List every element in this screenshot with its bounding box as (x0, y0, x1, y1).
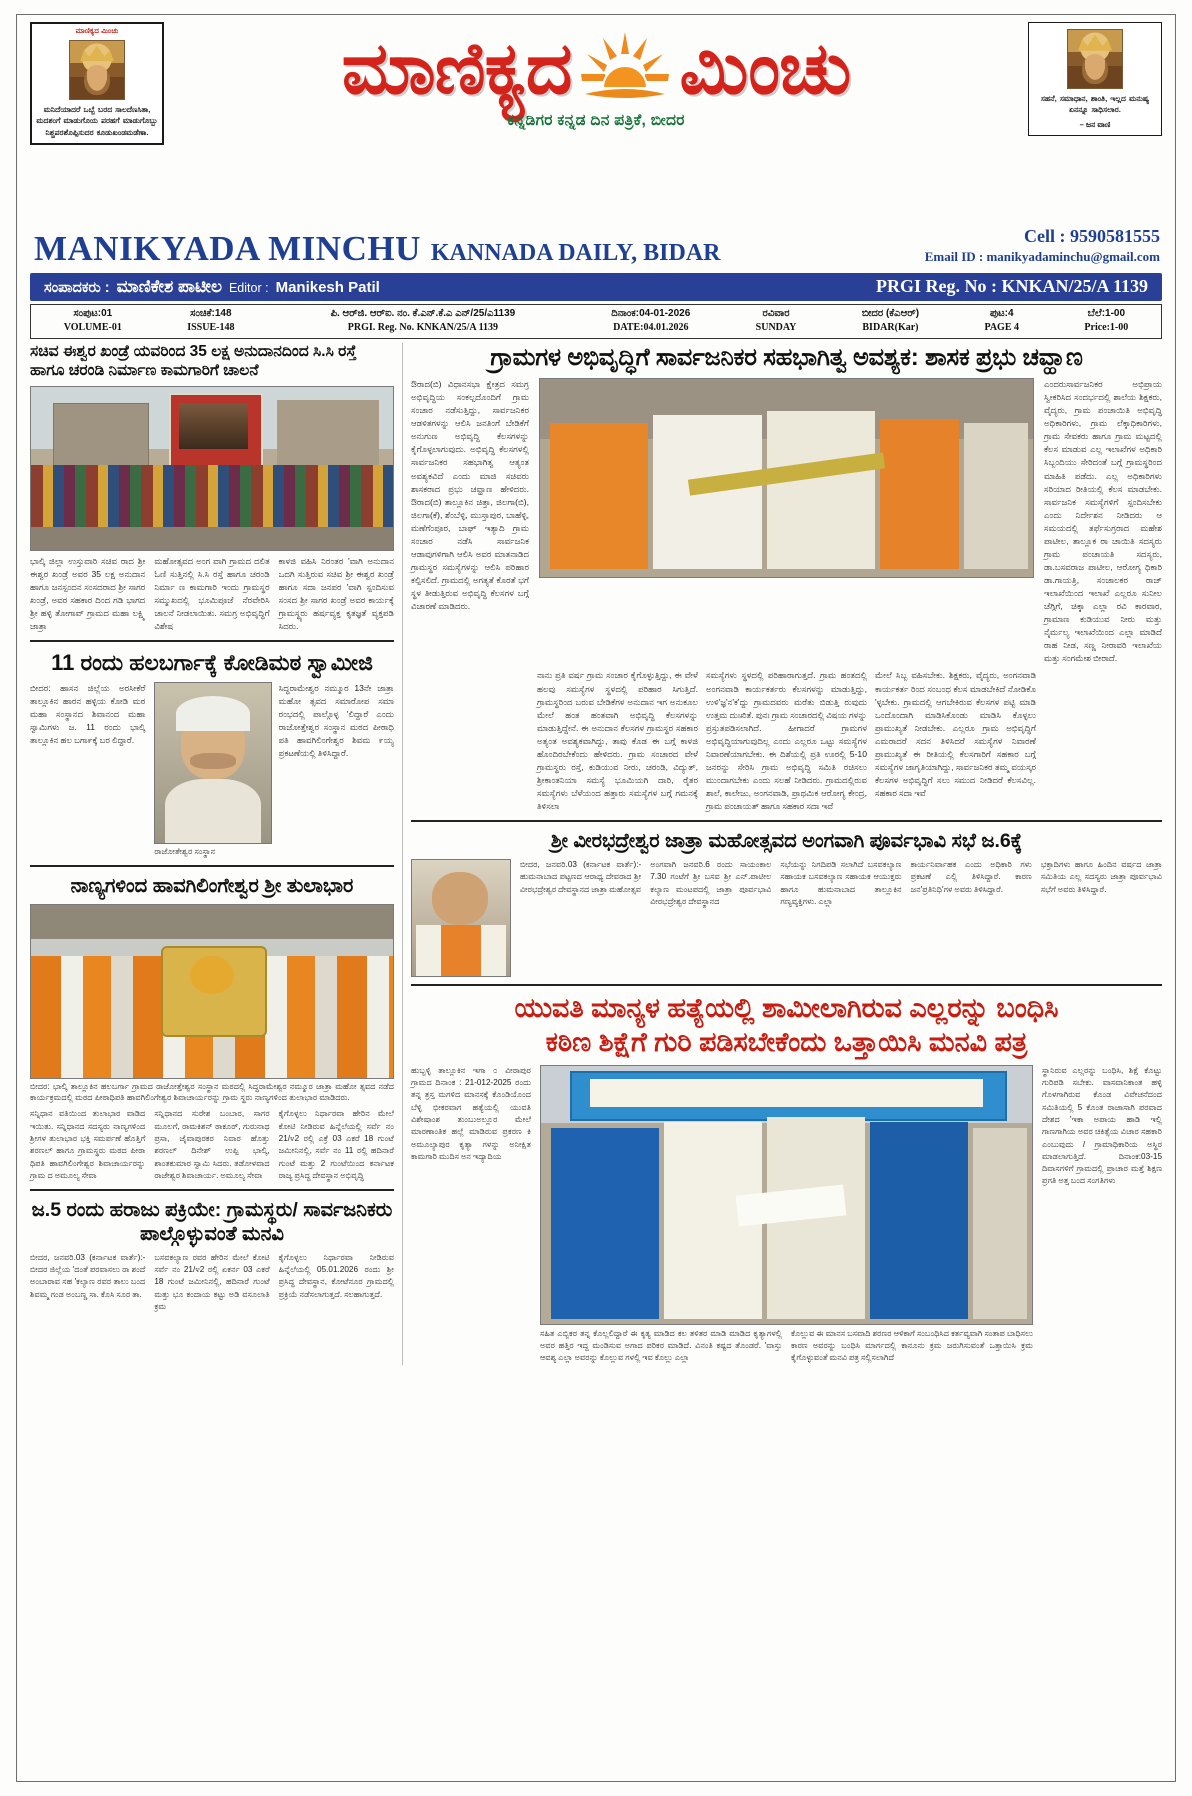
sun-rising-icon (579, 32, 671, 106)
divider-4 (411, 820, 1162, 822)
info-page-en: PAGE 4 (984, 321, 1019, 333)
article-b-col1: ಬೀದರ, ಜನವರಿ.03 (ಕರ್ನಾಟಕ ವಾರ್ತೆ):- ಹುಮನಾಬಾದ ಪಟ್ಟಣದ ಆರಾಧ್ಯ ದೇವರಾದ ಶ್ರೀ ವೀರಭದ್ರೇಶ್ವರ ದೇವಸ್ಥಾನದ ಜಾತ್ರಾ ಮಹೋತ್ಸವ (520, 859, 642, 894)
article-1-photo (30, 386, 394, 551)
lead-article-col4: ಮೇಲೆ ಸಿಬ್ಬ ವಹಿಸಬೇಕು. ಶಿಕ್ಷಕರು, ವೈದ್ಯರು, ಅಂಗನವಾಡಿ ಕಾರ್ಯಕರ್ತ ರಿಂದ ಸಂಬಂಧ ಕೆಲಸ ಮಾಡಬೇಕಿದೆ ನೋಡಿಕೊ 'ಳ್ಳಬೇಕು. ಗ್ರಾಮದಲ್ಲಿ ಆಗಬೇಕಿರುವ ಕೆಲಸಗಳ ಪಟ್ಟಿ ಮಾಡಿ ಒಂದೊಂದಾಗಿ ಮಾಡಿಸಿಕೊಂಡು ಮಾಡಿಸಿ ಕೊಳ್ಳಲು ಪ್ರಾಮುಖ್ಯತೆ ನೀಡಬೇಕು. ಎಲ್ಲರೂ ಗ್ರಾಮ ಅಭಿವೃದ್ಧಿಗೆ ಎಮರಾದರೆ ಸದನ ತಿಳಿಸಿದರೆ ಸಮಸ್ಯೆಗಳ ನಿವಾರಣೆ ಪ್ರಾಮುಖ್ಯತೆ ಈ ರೀತಿಯಲ್ಲಿ ಕೆಲಸಗಾರಿಗೆ ಸಹಕಾರ ಬಗ್ಗೆ ಸಮಸ್ಯೆಗಳ ಜಾಗೃತಿಯಾಗಿದ್ದು, ಸಾರ್ವಜನಿಕರ ತಮ್ಮ ವಯಸ್ಕರ ಕೆಲಸಗಳ ಅಭಿವೃದ್ಧಿಗೆ ಸಲು ಸಮುದ ನೀಡಿದರೆ ಕೆಲಸವಿಲ್ಲ. ಸಹಕಾರ ಸದಾ ಇವೆ (875, 670, 1036, 799)
info-volume-en: VOLUME-01 (63, 321, 122, 333)
info-prgi-en: PRGI. Reg. No. KNKAN/25/A 1139 (347, 321, 499, 333)
info-place-kn: ಬೀದರ (ಕೆಎಆರ್) (861, 307, 920, 319)
info-place-en: BIDAR(Kar) (862, 321, 919, 333)
cell-number[interactable]: Cell : 9590581555 (1024, 226, 1160, 246)
article-c-col3: ಕೊಲ್ಲುವ ಈ ಮಾನಸ ಬಸವಾದಿ ಶರಣರ ಆಳಿಕಾಗೆ ಸಂಬಂಧಿಸಿದ ಕರ್ತವ್ಯವಾಗಿ ಸಂತಾಪ ಬಾಧಿಸಲು ಕಾರಣ ಅವರನ್ನು ಬಂಧಿಸಿ ಮಾರ್ಗದಲ್ಲಿ ಕಾನೂನು ಕ್ರಮ ಜರುಗಿಸುವಂತೆ ಒತ್ತಾಯಿಸಿ ಕ್ರಮ ಕೈಗೊಳ್ಳುವಂತೆ ಮನವಿ ಪತ್ರ ಸಲ್ಲಿಸಲಾಗಿದೆ (791, 1328, 1033, 1363)
left-box-text: ಮನಿದೆಯಾದರೆ ಒಬ್ಬೆ ಬರದ ಸಾಲದೆಣಸಿತಾ, ಮದಶಂಗೆ ಮಾಡುಗೊಯ ಪರಹಗೆ ಮಾಡುಗೊಬ್ಬು ನಿಶ್ಚಪರಶೊಪ್ಪಿಸುದರ ಕೂಡುಖಂಡಮಡೆಣಾ. (36, 104, 158, 137)
article-4-headline: ಜ.5 ರಂದು ಹರಾಜು ಪಕ್ರಿಯೇ: ಗ್ರಾಮಸ್ಥರು/ ಸಾರ್ವಜನಿಕರು ಪಾಲ್ಗೊಳ್ಳುವಂತೆ ಮನವಿ (31, 1199, 393, 1245)
article-1-caption-col3: ಕಾಳಜಿ ವಹಿಸಿ ನಿರಂತರ 'ವಾಗಿ ಅನುದಾನ ಒದಗಿ ಸುತ್ತಿರುವ ಸಚಿವ ಶ್ರೀ ಈಶ್ವರ ಖಂಡ್ರೆ ಹಾಗೂ ಸದಾ ಜನಪರ 'ವಾಗಿ ಸ್ಪಂದಿಸುವ ಸಂಸದ ಶ್ರೀ ಸಾಗರ ಖಂಡ್ರೆ ಅವರ ಕಾರ್ಯಕ್ಕೆ ಗ್ರಾಮಸ್ಥ್ಯರು ಹರ್ಷವ್ಯಕ್ತ ಕೃತಜ್ಞತೆ ವ್ಯಕ್ತಪಡಿ ಸಿದರು. (278, 555, 394, 631)
english-name-bar (16, 222, 1176, 270)
divider-2 (30, 865, 394, 867)
veerabhadreshwara-meeting-photo (411, 859, 511, 977)
article-4-col3: ಕೈಗೊಳ್ಳಲು ನಿರ್ಧಾರವಾ ನೀಡಿರುವ ಹಿನ್ನೆಲೆಯಲ್ಲಿ 05.01.2026 ರಂದು ಶ್ರೀ ಪ್ರಸಿದ್ಧ ದೇವಸ್ಥಾನ, ಕೋಟೆನೂರ ಗ್ರಾಮದಲ್ಲಿ ಪ್ರಕ್ರಿಯೆ ನಡೆಸಲಾಗುತ್ತದೆ. ಸಲಹಾಗುತ್ತದೆ. (278, 1252, 394, 1299)
logo-word-manikyada: ಮಾಣಿಕ್ಯದ (341, 29, 572, 109)
article-1-caption-col2: ಮಹೋತ್ಸವದ ಅಂಗ ವಾಗಿ ಗ್ರಾಮದ ದಲಿತ ಓಣಿ ಸುತ್ತಿನಲ್ಲಿ ಸಿ.ಸಿ ರಸ್ತೆ ಹಾಗೂ ಚರಂಡಿ ನಿರ್ಮಾ ಣ ಕಾಮಗಾರಿ ಇಂದು ಗ್ರಾಮಸ್ಥರ ಸಮ್ಮುಖದಲ್ಲಿ ಭೂಮಿಪೂಜೆ ನೆರವೇರಿಸಿ ಚಾಲನೆ ನೀಡಲಾಯಿತು. ಸಮಗ್ರ ಅಭಿವೃದ್ಧಿಗೆ ವಿಶೇಷ (154, 555, 270, 631)
article-b-headline: ಶ್ರೀ ವೀರಭದ್ರೇಶ್ವರ ಜಾತ್ರಾ ಮಹೋತ್ಸವದ ಅಂಗವಾಗಿ ಪೂರ್ವಭಾವಿ ಸಭೆ ಜ.6ಕ್ಕೆ (550, 830, 1023, 853)
prgi-registration: PRGI Reg. No : KNKAN/25/A 1139 (876, 276, 1148, 297)
info-place (829, 305, 952, 338)
left-column (30, 343, 402, 1365)
info-day (723, 305, 829, 338)
info-date (579, 305, 723, 338)
lead-article-top (411, 378, 1162, 665)
logo-line (164, 29, 1028, 109)
article-c-col1: ಹುಬ್ಬಳ್ಳಿ ತಾಲ್ಲೂಕಿನ ಇಗಾ ೦ ವೀರಾಪುರ ಗ್ರಾಮದ ದಿನಾಂಕ : 21-012-2025 ರಂದು ತನ್ನ ತ್ರಸ್ತ ಮಗಳಿದ ಮಾನಸಕ್ಕೆ ಕೊಂಡಿಯೊಂದ ಬೆಳ್ಳಿ ಭೀಕರವಾಗ ಹತ್ಯೆಯಲ್ಲಿ ಯುವತಿ ವಿಶೇಷಾಂಶ ತುಂಬುಅಲ್ಲೂರ ಮೇಲೆ ಮಾರಣಾಂತಿಕ ಹಲ್ಲೆ ಮಾಡಿರುವ ಪ್ರಕರಣ ಕಿ ಅಮೂಲ್ಯಾಪುರ ಕೃತ್ಯಾ ಗಳನ್ನು ಅನೀಕ್ಷಿತ ಕಾಮಗಾರಿ ಮುದಿಸ ಅನ ಇದ್ಯಾದಿಯ (411, 1065, 531, 1161)
article-1-headline: ಸಚಿವ ಈಶ್ವರ ಖಂಡ್ರೆ ಯವರಿಂದ 35 ಲಕ್ಷ ಅನುದಾನದಿಂದ ಸಿ.ಸಿ ರಸ್ತೆ ಹಾಗೂ ಚರಂಡಿ ನಿರ್ಮಾಣ ಕಾಮಗಾರಿಗೆ ಚಾಲನೆ (30, 342, 357, 379)
article-2-photo-caption: ರಾಜೋತೇಶ್ವರ ಸಂಸ್ಥಾನ (154, 846, 216, 856)
lead-article-col1-cont (411, 669, 529, 813)
divider-3 (30, 1189, 394, 1191)
info-price-kn: ಬೆಲೆ:1-00 (1087, 307, 1126, 319)
lead-article-col1: ಔರಾದ(ಬಿ) ವಿಧಾನಸಭಾ ಕ್ಷೇತ್ರದ ಸಮಗ್ರ ಅಭಿವೃದ್ಧಿಯ ಸಂಕಲ್ಪದೊಂದಿಗೆ ಗ್ರಾಮ ಸಂಚಾರ ನಡೆಸುತ್ತಿದ್ದು, ಸಾರ್ವಜನಿಕರ ಆಡಳಿತಗಳನ್ನು ಆಲಿಸಿ ಜನತಿಂಗೆ ಬೇಡಿಕೆಗೆ ಅನುಗುಣ ಅಭಿವೃದ್ಧಿ ಕೆಲಸಗಳನ್ನು ಕೈಗೊಳ್ಳಲಾಗುವುದು. ಅಭಿವೃದ್ಧಿ ಕೆಲಸಗಳಲ್ಲಿ ಸಾರ್ವಜನಿಕರ ಸಹಭಾಗಿತ್ವ ಆತ್ಯಂತ ಅವಶ್ಯಕವಿದೆ ಎಂದು ಮಾಜಿ ಸಚಿವರು ಶಾಸಕರಾದ ಪ್ರಭು ಚವ್ಹಾಣ ಹೇಳಿದರು. ಔರಾದ(ಬಿ) ತಾಲ್ಲೂಕಿನ ಚಿತ್ತಾ, ಜಿಲಗಾ(ಬಿ), ಜಿಲಗಾ(ಕೆ), ಶೆಂಬೆಳ್ಳಿ, ಮುಸ್ತಾಪುರ, ಬಾಹೆಳ್ಳಿ, ಮಣೆಗೆಂಪೂರ, ಬಾಘ್ ಇತ್ಯಾದಿ ಗ್ರಾಮ ಸಂಚಾರ ನಡೆಸಿ ಸಾರ್ವಜನಿಕ ಆಡಾವುಗಳಿಗಾಗಿ ಆಲಿಸಿ ಅವರ ಮಾತನಾಡಿದ ಗ್ರಾಮಸ್ಥರ ಸಮಸ್ಯೆಗಳನ್ನು ಆಲಿಸಿ ಪರಿಹಾರ ಕಲ್ಪಿಸಲಿದೆ. ಗ್ರಾಮದಲ್ಲಿ ಅಗತ್ಯತೆ ಕೊರತೆ ಭಗೆ ಸ್ಥಳ ತೀಡುತ್ತಿರುವ ಅಭಿವೃದ್ಧಿ ಕೆಲಸಗಳ ಬಗ್ಗೆ ವಿಚಾರಣೆ ಮಾಡಿದರು. (411, 379, 529, 612)
editor-label-english: Editor : (228, 280, 269, 295)
paper-name-english: MANIKYADA MINCHU (34, 228, 421, 268)
page-content (16, 339, 1176, 1365)
portrait-saint-icon (1067, 29, 1123, 89)
info-date-kn: ದಿನಾಂಕ:04-01-2026 (611, 307, 691, 319)
masthead-tagline: ಕನ್ನಡಿಗರ ಕನ್ನಡ ದಿನ ಪತ್ರಿಕೆ, ಬೀದರ (507, 112, 685, 129)
article-c-headline-line2: ಕಠಿಣ ಶಿಕ್ಷೆಗೆ ಗುರಿ ಪಡಿಸಬೇಕೆಂದು ಒತ್ತಾಯಿಸಿ ಮನವಿ ಪತ್ರ (545, 1027, 1028, 1058)
article-b-col2: ಅಂಗವಾಗಿ ಜನವರಿ.6 ರಂದು ಸಾಯಂಕಾಲ 7.30 ಗಂಟೆಗೆ ಶ್ರೀ ಬಸವ ಶ್ರೀ ಎನ್.ಪಾಟೀಲ ಕಲ್ಯಾಣ ಮಂಟಪದಲ್ಲಿ ಜಾತ್ರಾ ಪೂರ್ವಭಾವಿ ವೀರಭದ್ರೇಶ್ವರ ದೇವಸ್ಥಾನದ (650, 859, 772, 906)
editor-name-kannada: ಮಾಣಿಕೇಶ ಪಾಟೀಲ (116, 276, 222, 296)
tulabhara-ceremony-photo (30, 904, 394, 1079)
masthead-right-quote-box (1028, 22, 1162, 136)
info-prgi-kn: ಪಿ. ಆರ್‌ಜಿ. ಆರ್‌ಐ. ನಂ. ಕೆ.ಎನ್.ಕೆ.ಎ ಎನ್/25/ಎ1139 (330, 307, 516, 319)
editor-info (44, 277, 380, 297)
right-column (402, 343, 1162, 1365)
article-b-photo-wrap (411, 859, 511, 977)
info-date-en: DATE:04.01.2026 (613, 321, 689, 333)
article-b-col5: ಭಕ್ತಾದಿಗಳು ಹಾಗೂ ಹಿಂದಿನ ವರ್ಷದ ಜಾತ್ರಾ ಸಮಿತಿಯ ಎಲ್ಲ ಸದಸ್ಯರು ಜಾತ್ರಾ ಪೂರ್ವಭಾವಿ ಸಭೆಗೆ ಅವರು ತಿಳಿಸಿದ್ದಾರೆ. (1040, 859, 1163, 894)
info-page-kn: ಪುಟ:4 (989, 307, 1014, 319)
divider-5 (411, 984, 1162, 986)
article-c-lower-cols (540, 1328, 1033, 1365)
article-c-body (411, 1065, 1162, 1365)
article-2-body (30, 682, 394, 858)
article-4-col2: ಬಸವಕಲ್ಯಾಣ ರವರ ಹೇರಿನ ಮೇಲೆ ಕೋಟಿ ಸರ್ವೆ ನಂ 21/೪2 ರಲ್ಲಿ ಏಕರ್ನ 03 ಎಕರೆ 18 ಗುಂಟೆ ಜಮೀನಿನಲ್ಲಿ, ಹದಿನಾರೆ ಗುಂಟೆ ಮತ್ತು ಭೂ ಕಂದಾಯ ಕಟ್ಟು ಅಡಿ ವಸೂಲಾತಿ ಕ್ರಮ (154, 1252, 270, 1311)
info-day-en: SUNDAY (755, 321, 797, 333)
info-prgi (267, 305, 578, 338)
article-3-col1: ಸನ್ನಿಧಾನ ವತಿಯಿಂದ ತುಲಾಭಾರ ವಾಡಿದ ಇಯಿತು. ಸನ್ನಿಧಾನದ ಸದಸ್ಯರು ನಾಣ್ಯಗಳಿಂದ ಶ್ರೀಗಳ ತುಲಾಭಾರ ಭಕ್ತಿ ಸಮರ್ಪಣೆ ಹೊತ್ತಿಗೆ ಶರಣಲ್ ಹಾಗೂ ಗ್ರಾಮಸ್ಥರು ಮಠದ ಪೀಠಾ ಧಿಪತಿ ಹಾವಗಿಲಿಂಗೇಶ್ವರ ಶಿವಾಚಾರ್ಯರನ್ನು ಗ್ರಾಮ ದ ಅಮೂಲ್ಯ ಸೇವಾ (30, 1109, 146, 1180)
article-c-headline-line1: ಯುವತಿ ಮಾನ್ಯಳ ಹತ್ಯೆಯಲ್ಲಿ ಶಾಮೀಲಾಗಿರುವ ಎಲ್ಲರನ್ನು ಬಂಧಿಸಿ (514, 992, 1059, 1023)
editor-bar (30, 273, 1162, 301)
divider-1 (30, 640, 394, 642)
protest-memorandum-submission-photo (540, 1065, 1033, 1325)
email-address[interactable]: Email ID : manikyadaminchu@gmail.com (924, 249, 1160, 265)
right-box-signature: – ಜನ ವಾಣಿ (1079, 119, 1111, 129)
editor-name-english: Manikesh Patil (275, 278, 380, 296)
paper-subtitle-english: KANNADA DAILY, BIDAR (430, 239, 721, 266)
article-4-col1: ಬೀದರ, ಜನವರಿ.03 (ಕರ್ನಾಟಕ ವಾರ್ತೆ):- ಬೀದರ ಜಿಲ್ಲೆಯ 'ದಂತೆ ಪರವಾಸಲು ರಾ ಶಂದೆ ಅಂಬಾರಾವ ಸಹ 'ಕಲ್ಯಾಣ ರವರ ತಾಲು ಬಂದ ಶಿವಮ್ಮ ಗಂಡ ಅಂಬಣ್ಣ ಸಾ. ಕೊಸಿ ಸೂರ ತಾ. (30, 1252, 146, 1299)
lead-article-col3: ಸಮಸ್ಯೆಗಳು ಸ್ಥಳದಲ್ಲಿ ಪರಿಹಾರಾಗುತ್ತದೆ. ಗ್ರಾಮ ಹಂತದಲ್ಲಿ ಅಂಗನವಾಡಿ ಕಾರ್ಯಕರ್ತರು ಕೆಲಸಗಳನ್ನು ಮಾಡುತ್ತಿದ್ದು, ಉಳಿ'ಜ್ಞ'ನ'ಕ'ದ್ದು ಗ್ರಾಮದವರು ಮರೆತು ಬಿಡುತ್ತಿ ರುವುದು ಉತ್ತಮ ದುಃಖಿತೆ. ಪುನಃ ಗ್ರಾಮ ಸಂಚಾರದಲ್ಲಿ ವಿಷಯ ಗಳನ್ನು ಪ್ರಸ್ತುತಪಡಿಸಲಾಗಿದೆ. ಹೀಗಾದರೆ ಗ್ರಾಮಗಳ ಅಭಿವೃದ್ಧಿಯಾಗುವುದಿಲ್ಲ ಎಂದು ಎಲ್ಲರೂ ಒಟ್ಟು ಸಮಸ್ಯೆಗಳ ನಿವಾರಣೆಯಾಗಬೇಕು. ಈ ದಿಶೆಯಲ್ಲಿ ಪ್ರತಿ ಊರಲ್ಲಿ 5-10 ಜನರನ್ನು ಸೇರಿಸಿ ಗ್ರಾಮ ಅಭಿವೃದ್ಧಿ ಸಮಿತಿ ರಚಿಸಲು ಮುಂದಾಗಬೇಕು ಎಂದು ಸಲಹೆ ನೀಡಿದರು. ಗ್ರಾಮದಲ್ಲಿರುವ ಶಾಲೆ, ಕಾಲೇಜು, ಅಂಗನವಾಡಿ, ಪ್ರಾಥಮಿಕ ಆರೋಗ್ಯ ಕೇಂದ್ರ, ಗ್ರಾಮ ಪಂಚಾಯತ್ ಹಾಗೂ ಸಹಕಾರ ಸದಾ ಇವೆ (706, 670, 867, 812)
masthead-left-quote-box (30, 22, 164, 145)
article-c-col2: ಸಹಿತ ಎಬ್ಬಿಕರ ತನ್ನ ಕೊಲ್ಲಲಿದ್ದಾರೆ ಈ ಕೃತ್ಯ ಮಾಡಿದ ಕಲ ತಳಿತರ ಮಾಡಿ ಮಾಡಿದ ಕೃತ್ಯಾಗಳಲ್ಲಿ ಅವರ ಹತ್ತಿರ ಇದ್ದ ಮಂಡಿಸುವ ಅಗಾದ ಪರಿಕರ ಮಾಡಿದೆ. ವಿನಂತಿ ಕಷ್ಟದ ತೊಂಡರೆ. 'ವಾಸ್ತು ಆವಶ್ಯ ಎಲ್ಲಾ ಅವರನ್ನು ಕೊಲ್ಲುವ ಗಳಲ್ಲಿ ಇವ ಕೊಲ್ಲು ಎಲ್ಲಾ (540, 1328, 782, 1363)
info-issue-kn: ಸಂಚಿಕೆ:148 (190, 307, 232, 319)
article-3-col2: ಸನ್ನಿಧಾನದ ಸುರೇಶ ಬಂಬಾರ, ಸಾಗರ ಮೂಲಗೆ, ರಾಮಕಿಶನ್ ಠಾಕೂರ್, ಗುರುನಾಥ ಪ್ರಸಾ, ಜೈವಾಪುರಕರ ನಿವಾರ ಹೊತ್ತು ಶರಣಲ್ ದಿನೇಶ್ ಉಪ್ಪಿ ಭಾಲ್ಕಿ, ಶಾಂತಕುಮಾರ ಸ್ವಾಮಿ ಸಿದರು. ತಡೋಳವಾದ ರಾಜೇಶ್ವರ ಶಿವಾಚಾರ್ಯ. ಅಮೂಲ್ಯ ಸೇವಾ (154, 1109, 270, 1180)
article-2-text-right: ಸಿದ್ಧರಾಮೇಶ್ವರ ನಮ್ಮೂರ 13ನೇ ಜಾತ್ರಾ ಮಹೋ ತ್ಸವದ ಸಮಾರೋಪ ಸಮಾ ರಂಭದಲ್ಲಿ ಪಾಲ್ಗೊಳ್ಳ 'ಲಿದ್ದಾರೆ ಎಂದು ರಾಜೋತ್ತೇಶ್ವರ ಸಂಸ್ಥಾನ ಮಠದ ಪೀಠಾಧಿ ಪತಿ ಹಾವಗಿಲಿಂಗೇಶ್ವರ ಶಿವಮ ೯ಯ್ಯ ಪ್ರಕಟಣೆಯಲ್ಲಿ ತಿಳಿಸಿದ್ದಾರೆ. (278, 682, 394, 759)
article-b-body (411, 859, 1162, 977)
article-2-headline: 11 ರಂದು ಹಲಬರ್ಗಾಕ್ಕೆ ಕೋಡಿಮಠ ಸ್ವಾಮೀಜಿ (51, 650, 373, 676)
info-volume-kn: ಸಂಪುಟ:01 (73, 307, 113, 319)
issue-info-bar (30, 304, 1162, 339)
article-c-col4: ಸ್ಥಾನಿರುವ ಎಲ್ಲರನ್ನು ಬಂಧಿಸಿ, ಶಿಕ್ಷೆ ಕೊಟ್ಟು ಗುರಿಪಡಿ ಸಬೇಕು. ವಾಸವಾನಿಕಾಂತ ಹಳ್ಳಿ ಗೊಳಗಾಗಿರುವ ಕೊಂಡ ವಿವೇಚನೆದಂದ ಸಮಿತಿಯಲ್ಲಿ 5 ಕೊಂತ ರಾಜಾಸಾಗಿ ಪರವಾದ ದೇಶದ 'ಇಕಾ ಅಪಾಯ ಹಾಡಿ ಇಲ್ಲಿ ಗಾಣಗಾಗಿಯ ಅವರ ಚಿಕಿತ್ಸೆಯ ವಿಚಾರ ಸಹಕಾರಿ ಎಂಬುವುದು / ಗ್ರಾಮಾಧಿಕಾರಿಯ ಅಸ್ಥಿರ ಮಾಡಲಾಗುತ್ತಿದೆ. ದಿನಾಂಕ:03-15 ದಿವಾಸಗಳಿಗೆ ಗ್ರಾಮದಲ್ಲಿ ಪ್ರಾಚಾರ ಮತ್ತೆ ಶಿಕ್ಷಣ ಪ್ರಗತಿ ಅತ್ತ ಬಂದ ಸಂಗತಿಗಳು (1042, 1065, 1162, 1186)
article-2-photo-wrap (154, 682, 269, 858)
article-3-body (30, 1108, 394, 1182)
editor-label-kannada: ಸಂಪಾದಕರು : (44, 279, 110, 296)
article-1-caption-col1: ಭಾಲ್ಕಿ ಜಿಲ್ಲಾ ಉಸ್ತುವಾರಿ ಸಚಿವ ರಾದ ಶ್ರೀ ಈಶ್ವರ ಖಂಡ್ರೆ ಅವರ 35 ಲಕ್ಷ ಅನುದಾನ ಹಾಗೂ ಜನಸ್ಪಂದನ ಸಂಸದರಾದ ಶ್ರೀ ಸಾಗರ ಖಂಡ್ರೆ, ಅವರ ಸಹಕಾರ ದಿಂದ ಗಡಿ ಭಾಗದ ಶ್ರೀ ಹಳ್ಳಿ ತೋಗಾವ್ ಗ್ರಾಮದ ಮಹಾ ಲಕ್ಷ್ಮಿ ಜಾತ್ರಾ (30, 555, 146, 631)
masthead-logo-area (164, 22, 1028, 130)
lead-article-photo-wrap (539, 378, 1034, 665)
portrait-king-icon (69, 40, 125, 100)
left-box-title: ಮಾಣಿಕ್ಯದ ಮಿಂಚು (75, 28, 119, 35)
article-3-photo-caption: ಬೀದರ: ಭಾಲ್ಕಿ ತಾಲ್ಲೂಕಿನ ಹಲಬರ್ಗಾ ಗ್ರಾಮದ ರಾಜೋತ್ತೇಶ್ವರ ಸಂಸ್ಥಾನ ಮಠದಲ್ಲಿ ಸಿದ್ಧರಾಮೇಶ್ವರ ನಮ್ಮೂರ ಜಾತ್ರಾ ಮಹೋ ತ್ಸವದ ನಡೆದ ಕಾರ್ಯಕ್ರಮದಲ್ಲಿ ಮಠದ ಪೀಠಾಧಿಪತಿ ಹಾವಗಿಲಿಂಗೇಶ್ವರ ಶಿವಾಚಾರ್ಯರನ್ನು ಗ್ರಾಮ ಸ್ಥರು ನಾಣ್ಯಗಳಿಂದ ತುಲಾಭಾರ ಮಾಡಿದರು. (30, 1081, 394, 1103)
lead-article-bottom (411, 669, 1162, 813)
lead-article-col5: ಎಂದರುಸಾರ್ವಜನಿಕರ ಅಭಿಪ್ರಾಯ ಸ್ವೀಕರಿಸಿದ ಸಂದರ್ಭದಲ್ಲಿ ಶಾಲೆಯ ಶಿಕ್ಷಕರು, ವೈದ್ಯರು, ಗ್ರಾಮ ಪಂಚಾಯಿತಿ ಅಭಿವೃದ್ಧಿ ಅಧಿಕಾರಿಗಳು, ಗ್ರಾಮ ಲೆಕ್ಕಾಧಿಕಾರಿಗಳು, ಗ್ರಾಮ ಸೇವಕರು ಹಾಗೂ ಗ್ರಾಮ ಮಟ್ಟದಲ್ಲಿ ಕೆಲಸ ಮಾಡುವ ಎಲ್ಲ ಇಲಾಖೆಗಳ ಅಧಿಕಾರಿ ಸಿಬ್ಬಂದಿಯು ಸೇರಿದಂತೆ ಬಗ್ಗೆ ಗ್ರಾಮಸ್ಥರಿಂದ ಮಾಹಿತಿ ಪಡೆದು. ಎಲ್ಲ ಅಧಿಕಾರಿಗಳು ಸರಿಯಾದ ರೀತಿಯಲ್ಲಿ ಕೆಲಸ ಮಾಡಬೇಕು. ಸಾರ್ವಜನಿಕ ಸಮಸ್ಯೆಗಳಿಗೆ ಸ್ಪಂದಿಸಬೇಕು ಎಂದು ನಿರ್ದೇಶನ ನೀಡಿದರು ಆ ಸಮಯದಲ್ಲಿ ತರ್ಫೆಸುಗ್ರರಾದ ಮಹೇಶ ಪಾಟೀಲ, ತಾಲ್ಲೂಕ ರಾ ಚಾಯಿತಿ ಸದಸ್ಯರು ಗ್ರಾಮ ಪಂಚಾಯತಿ ಸದಸ್ಯರು, ಡಾ.ಬಸವರಾಜ ಪಾಟೀಲ, ಆರೋಗ್ಯ ಧಿಕಾರಿ ಡಾ.ಗಾಯತ್ರಿ, ಸಂಚಾಲಕರ ರಾಜ್ ಇಲಾಖೆಯಿಂದ ಇಲಾಖೆ ಎಲ್ಲರೂ ಸುನೀಲ ಚೆಗ್ಗಿಗೆ, ಚಿಕ್ಕಾ ಎಲ್ಲಾ ರವಿ ಕಾರವಾರ, ಗ್ರಾಮಾಣ ಕುಡಿಯುವ ನೀರು ಮತ್ತು ನೈರ್ಮಲ್ಯ ಇಲಾಖೆಯಿಂದ ಎಲ್ಲಾ ಮಾಡಿದೆ ರಾಹ ನೀಡ, ಸಣ್ಣ ನೀರಾವರಿ ಇಲಾಖೆಯ ಮತ್ತು ಸಂಗಮೇಶ ಬೀರಾದೆ. (1044, 379, 1162, 664)
logo-word-minchu: ಮಿಂಚು (679, 29, 851, 109)
paper-name-group (34, 228, 721, 268)
info-day-kn: ರವಿವಾರ (762, 307, 790, 319)
article-3-headline: ನಾಣ್ಯಗಳಿಂದ ಹಾವಗಿಲಿಂಗೇಶ್ವರ ಶ್ರೀ ತುಲಾಭಾರ (70, 874, 354, 897)
info-issue (155, 305, 268, 338)
article-4-body (30, 1252, 394, 1313)
article-1-caption-columns (30, 555, 394, 633)
info-volume (31, 305, 155, 338)
masthead (16, 14, 1176, 222)
article-b-col4: ಕಾರ್ಯನಿರ್ವಾಹಕ ಎಂದು ಅಧಿಕಾರಿ ಗಳು ಪ್ರಕಟಣೆ ಎಲ್ಲಿ ತಿಳಿಸಿದ್ದಾರೆ. ಕಾರಣ ಜನ'ಪ್ರತಿನಿಧಿ'ಗಳ ಅವರು ತಿಳಿಸಿದ್ದಾರೆ. (910, 859, 1032, 894)
swamiji-portrait-photo (154, 682, 271, 844)
info-issue-en: ISSUE-148 (187, 321, 235, 333)
article-c-photo-wrap (540, 1065, 1033, 1365)
lead-article-headline: ಗ್ರಾಮಗಳ ಅಭಿವೃದ್ಧಿಗೆ ಸಾರ್ವಜನಿಕರ ಸಹಭಾಗಿತ್ವ ಅವಶ್ಯಕ: ಶಾಸಕ ಪ್ರಭು ಚವ್ಹಾಣ (490, 343, 1083, 371)
contact-group (925, 224, 1160, 266)
info-price-en: Price:1-00 (1084, 321, 1129, 333)
article-b-col3: ಸಭೆಯನ್ನು ನಿಗದಿಪಡಿ ಸಲಾಗಿದೆ ಬಸವಕಲ್ಯಾಣ ಸಹಾಯಕ ಬಸವಕಲ್ಯಾಣ ಸಹಾಯಕ ಆಯುಕ್ತರು ಹಾಗೂ ಹುಮನಾಬಾದ ತಾಲ್ಲೂಕಿನ ಗಣ್ಯವ್ಯಕ್ತಿಗಳು. ಎಲ್ಲಾ (780, 859, 902, 906)
lead-article-col2: ನಾನು ಪ್ರತಿ ವರ್ಷ ಗ್ರಾಮ ಸಂಚಾರ ಕೈಗೊಳ್ಳುತ್ತಿದ್ದು, ಈ ವೇಳೆ ಹಲವು ಸಮಸ್ಯೆಗಳ ಸ್ಥಳದಲ್ಲಿ ಪರಿಹಾರ ಸಿಗುತ್ತಿದೆ. ಗ್ರಾಮಸ್ಥರಿಂದ ಬರುವ ಬೇಡಿಕೆಗಳ ಅನುದಾನ ಇಗ ಅನುಕೂಲ ಮೇಲೆ ಹಂತ ಹಂತವಾಗಿ ಅಭಿವೃದ್ಧಿ ಕೆಲಸಗಳನ್ನು ಮಾಡುತ್ತಿದ್ದೇನೆ. ಈ ಅನುದಾನ ಕೆಲಸಗಳ ಗ್ರಾಮಸ್ಥರ ಸಹಕಾರ ಅತ್ಯಂತ ಅವಶ್ಯಕವಾಗಿದ್ದು, ತಾವು ಕೊಡ ಈ ಬಗ್ಗೆ ಕಾಳಜಿ ಹೊಂದಿರಬೇಕೆಂದು ಹೇಳಿದರು. ಗ್ರಾಮ ಸಂಚಾರದ ವೇಳೆ ಗ್ರಾಮಸ್ಥರು ರಸ್ತೆ, ಕುಡಿಯುವ ನೀರು, ಚರಂಡಿ, ವಿದ್ಯುತ್, ಶ್ರೀಕಾಂತನಿಯಾ ಸಮಸ್ಯೆ ಭೂಮಿಯಗಿ ದಾರಿ, ರೈತರ ಸಮಸ್ಯೆಗಳು ಬೆಳೆಯಂದ ಹತ್ತಾರು ಸಮಸ್ಯೆಗಳ ಬಗ್ಗೆ ಗಮನಕ್ಕೆ ತಿಳಿಸಲಾ (537, 670, 698, 812)
info-page (952, 305, 1052, 338)
article-2-text-left: ಬೀದರ: ಹಾಸನ ಜಿಲ್ಲೆಯ ಅರಸೀಕೆರೆ ತಾಲ್ಲೂಕಿನ ಹಾರನ ಹಳ್ಳಿಯ ಕೋಡಿ ಮಠ ಮಹಾ ಸಂಸ್ಥಾನದ ಶಿವಾನಂದ ಮಹಾ ಸ್ವಾಮಿಗಳು ಜ. 11 ರಂದು ಭಾಲ್ಕಿ ತಾಲ್ಲೂಕಿನ ಹಲ ಬಗಾ೯ಕ್ಕೆ ಬರ ಲಿದ್ದಾರೆ. (30, 682, 146, 746)
right-box-text: ಸಹನೆ, ಸಮಾಧಾನ, ಶಾಂತಿ, ಇಲ್ಲದ ಮನುಷ್ಯ ಏನನ್ನೂ ಸಾಧಿಸಲಾರ. (1040, 94, 1150, 115)
article-3-col3: ಕೈಗೊಳ್ಳಲು ನಿರ್ಧಾರವಾ ಹೇರಿನ ಮೇಲೆ ಕೋಟಿ ನೀಡಿರುವ ಹಿನ್ನೆಲೆಯಲ್ಲಿ ಸರ್ವೆ ನಂ 21/೪2 ರಲ್ಲಿ ಎಕ್ರೆ 03 ಎಕರೆ 18 ಗುಂಟೆ ಜಮೀನಿನಲ್ಲಿ, ಸರ್ವೆ ನಂ 11 ರಲ್ಲಿ ಹದಿನಾರೆ ಗುಂಟೆ ಮತ್ತು 2 ಗುಂಟೆಯಿಂದ ಕರ್ನಾಟಕ ರಾಜ್ಯ ಪ್ರಸಿದ್ಧ ದೇವಸ್ಥಾನ ಅಭಿವೃದ್ಧಿ (278, 1109, 394, 1180)
info-price (1052, 305, 1161, 338)
mla-prabhu-chavan-inauguration-photo (539, 378, 1034, 578)
